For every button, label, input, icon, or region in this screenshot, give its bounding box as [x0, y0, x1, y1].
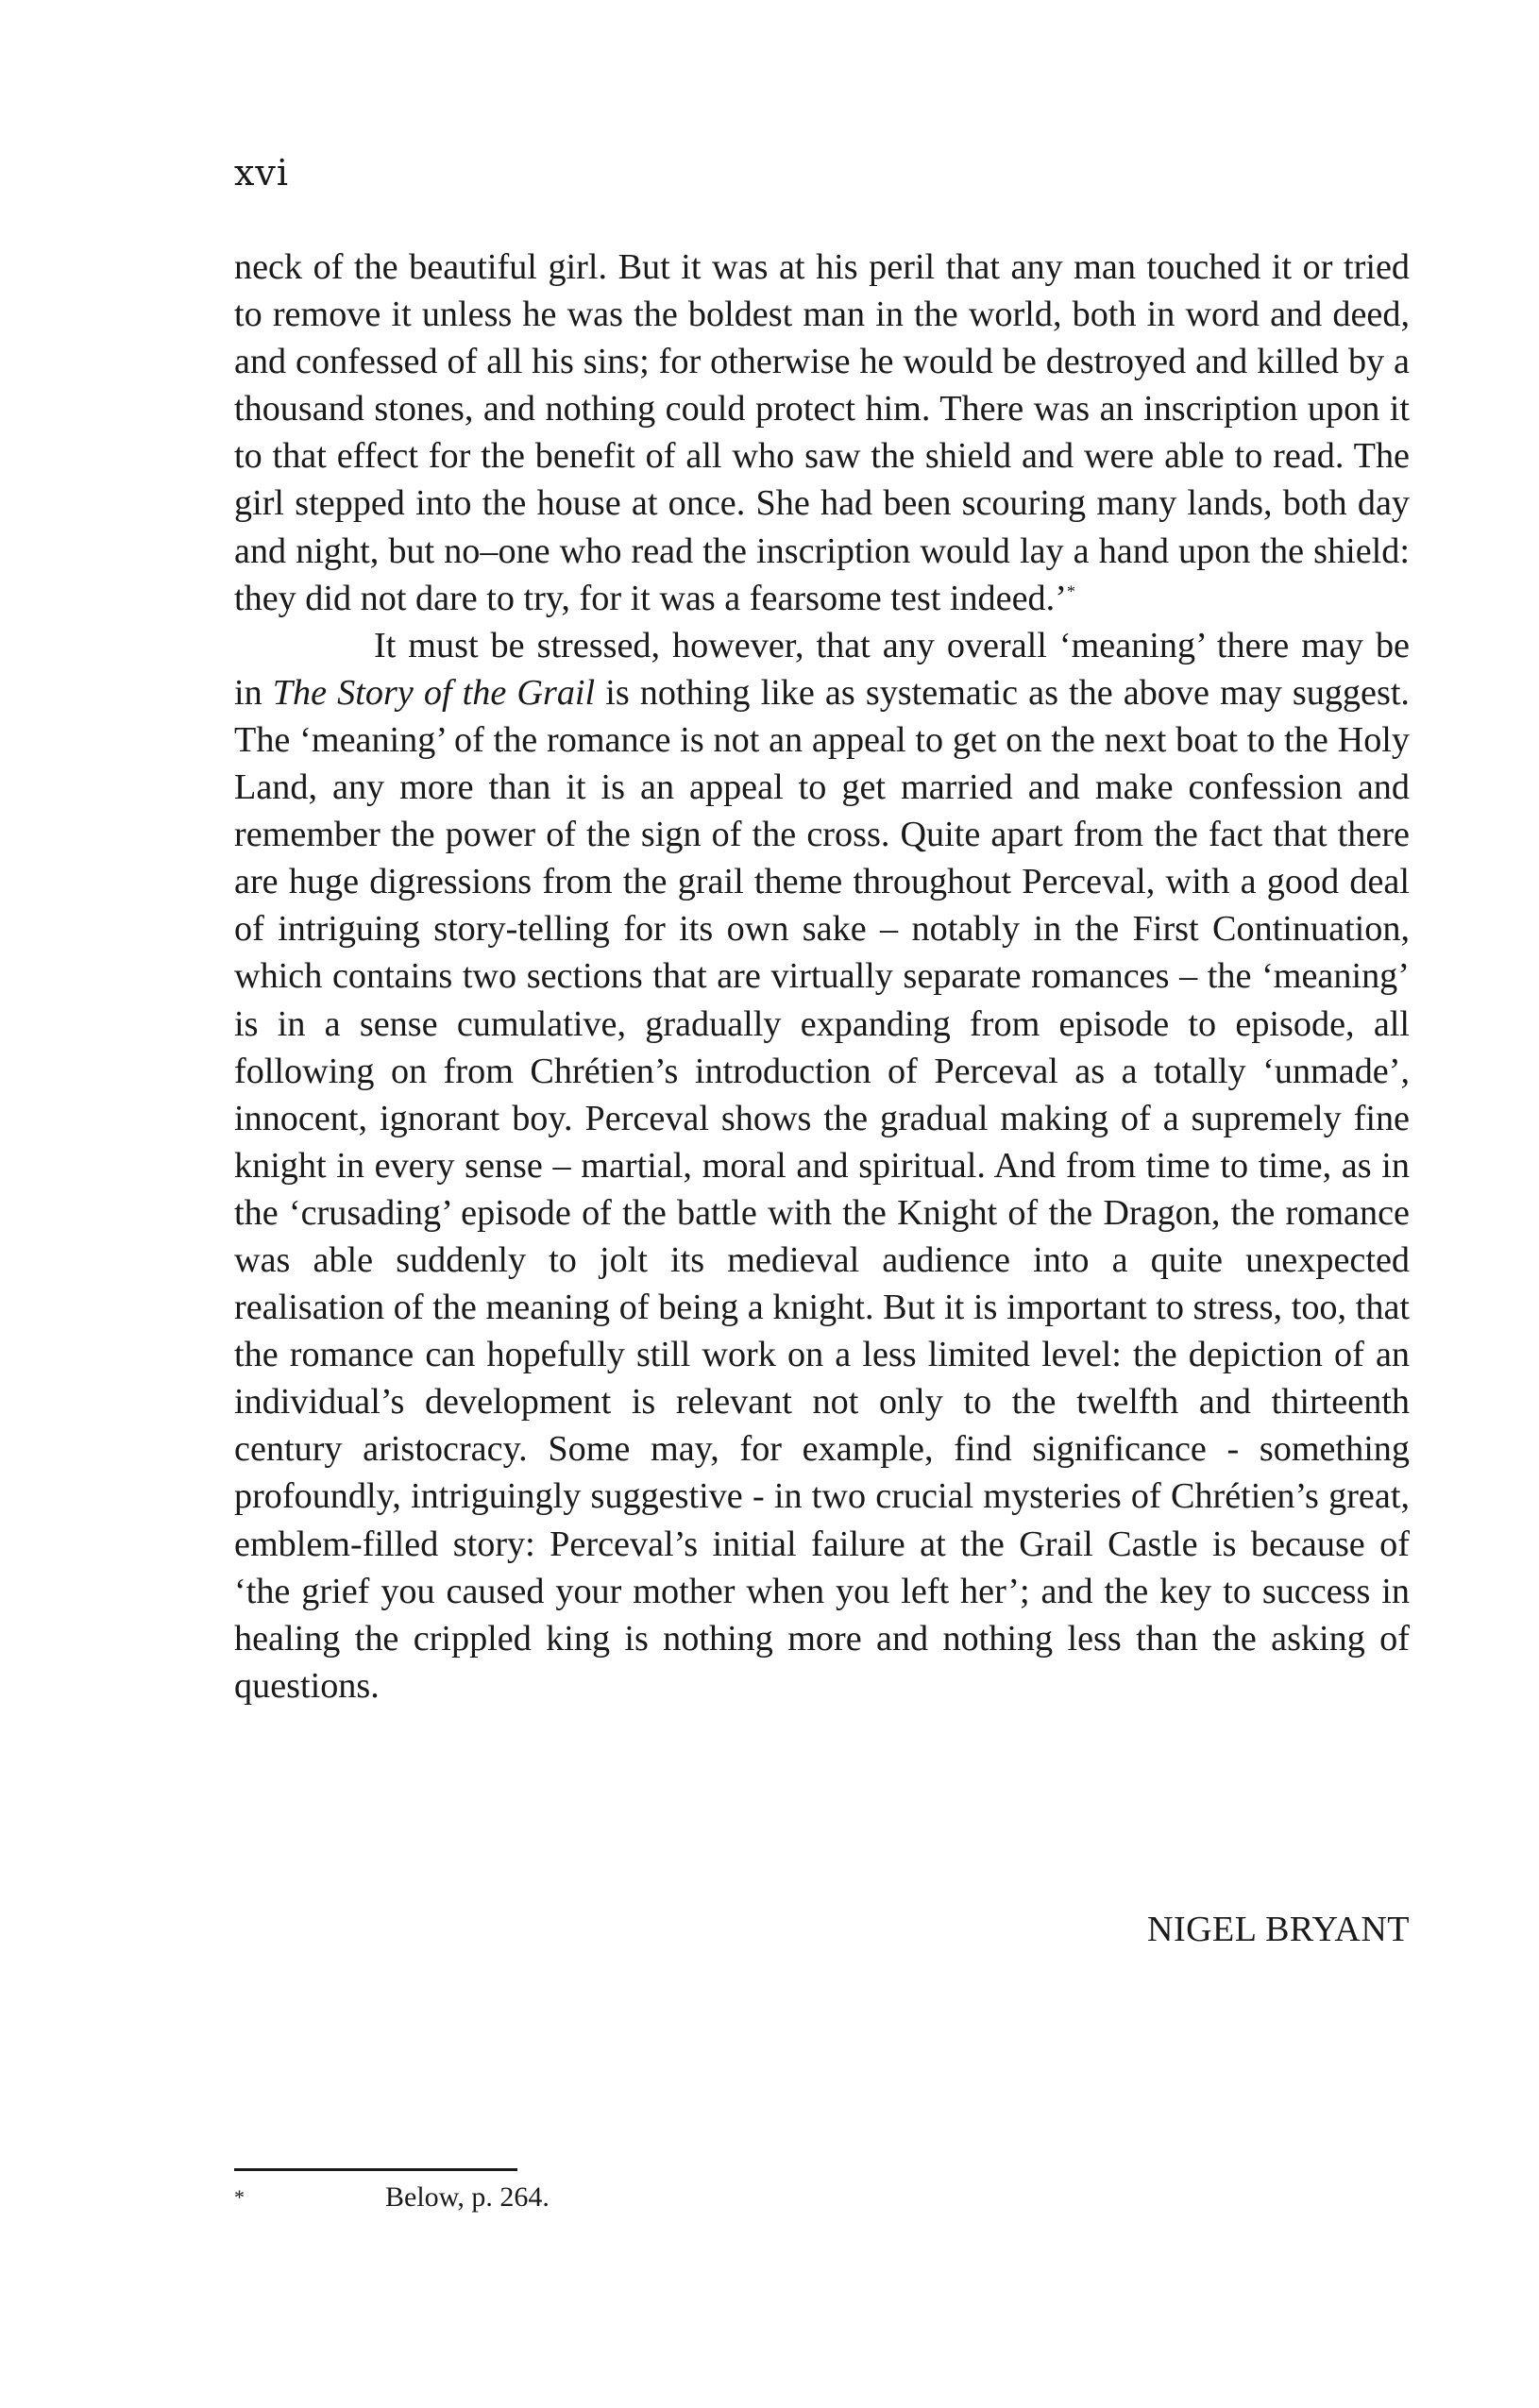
- page-number: xvi: [234, 152, 290, 194]
- paragraph-1-text: neck of the beautiful girl. But it was at his peril that any man touched it or tried to remove it unless he was the boldest man in the world, both in word and deed, and confessed of all his sins; for otherwise he would be destroyed and killed by a thousand stones, and nothing could protect him. There was an inscription upon it to that effect for the benefit of all who saw the shield and were able to read. The girl stepped into the house at once. She had been scouring many lands, both day and night, but no–one who read the inscription would lay a hand upon the shield: they did not dare to try, for it was a fearsome test indeed.’: [234, 247, 1410, 618]
- footnote-reference-marker[interactable]: *: [1066, 581, 1075, 600]
- paragraph-2-text-before-title: It must be stressed, however, that any overall ‘meaning’ there may be in: [234, 625, 1410, 713]
- footnote-divider: [234, 2168, 517, 2171]
- paragraph-2-text-after-title: is nothing like as systematic as the above may suggest. The ‘meaning’ of the romance is not an appeal to get on the next boat to the Holy Land, any more than it is an appeal to get married and make confession and remember the power of the sign of the cross. Quite apart from the fact that there are huge digressions from the grail theme throughout Perceval, with a good deal of intriguing story-telling for its own sake – notably in the First Continuation, which contains two sections that are virtually separate romances – the ‘meaning’ is in a sense cumulative, gradually expanding from episode to episode, all following on from Chrétien’s introduction of Perceval as a totally ‘unmade’, innocent, ignorant boy. Perceval shows the gradual making of a supremely fine knight in every sense – martial, moral and spiritual. And from time to time, as in the ‘crusading’ episode of the battle with the Knight of the Dragon, the romance was able suddenly to jolt its medieval audience into a quite unexpected realisation of the meaning of being a knight. But it is important to stress, too, that the romance can hopefully still work on a less limited level: the depiction of an individual’s development is relevant not only to the twelfth and thirteenth century aristocracy. Some may, for example, find significance - something profoundly, intriguingly suggestive - in two crucial mysteries of Chrétien’s great, emblem-filled story: Perceval’s initial failure at the Grail Castle is because of ‘the grief you caused your mother when you left her’; and the key to success in healing the crippled king is nothing more and nothing less than the asking of questions.: [234, 672, 1410, 1706]
- footnote-text: Below, p. 264.: [385, 2181, 550, 2213]
- footnote-marker: *: [234, 2185, 245, 2209]
- body-text: [234, 244, 1410, 1709]
- paragraph-1: [234, 244, 1410, 622]
- paragraph-2: [234, 622, 1410, 1709]
- book-title: The Story of the Grail: [272, 672, 596, 713]
- author-signature: NIGEL BRYANT: [1147, 1910, 1410, 1949]
